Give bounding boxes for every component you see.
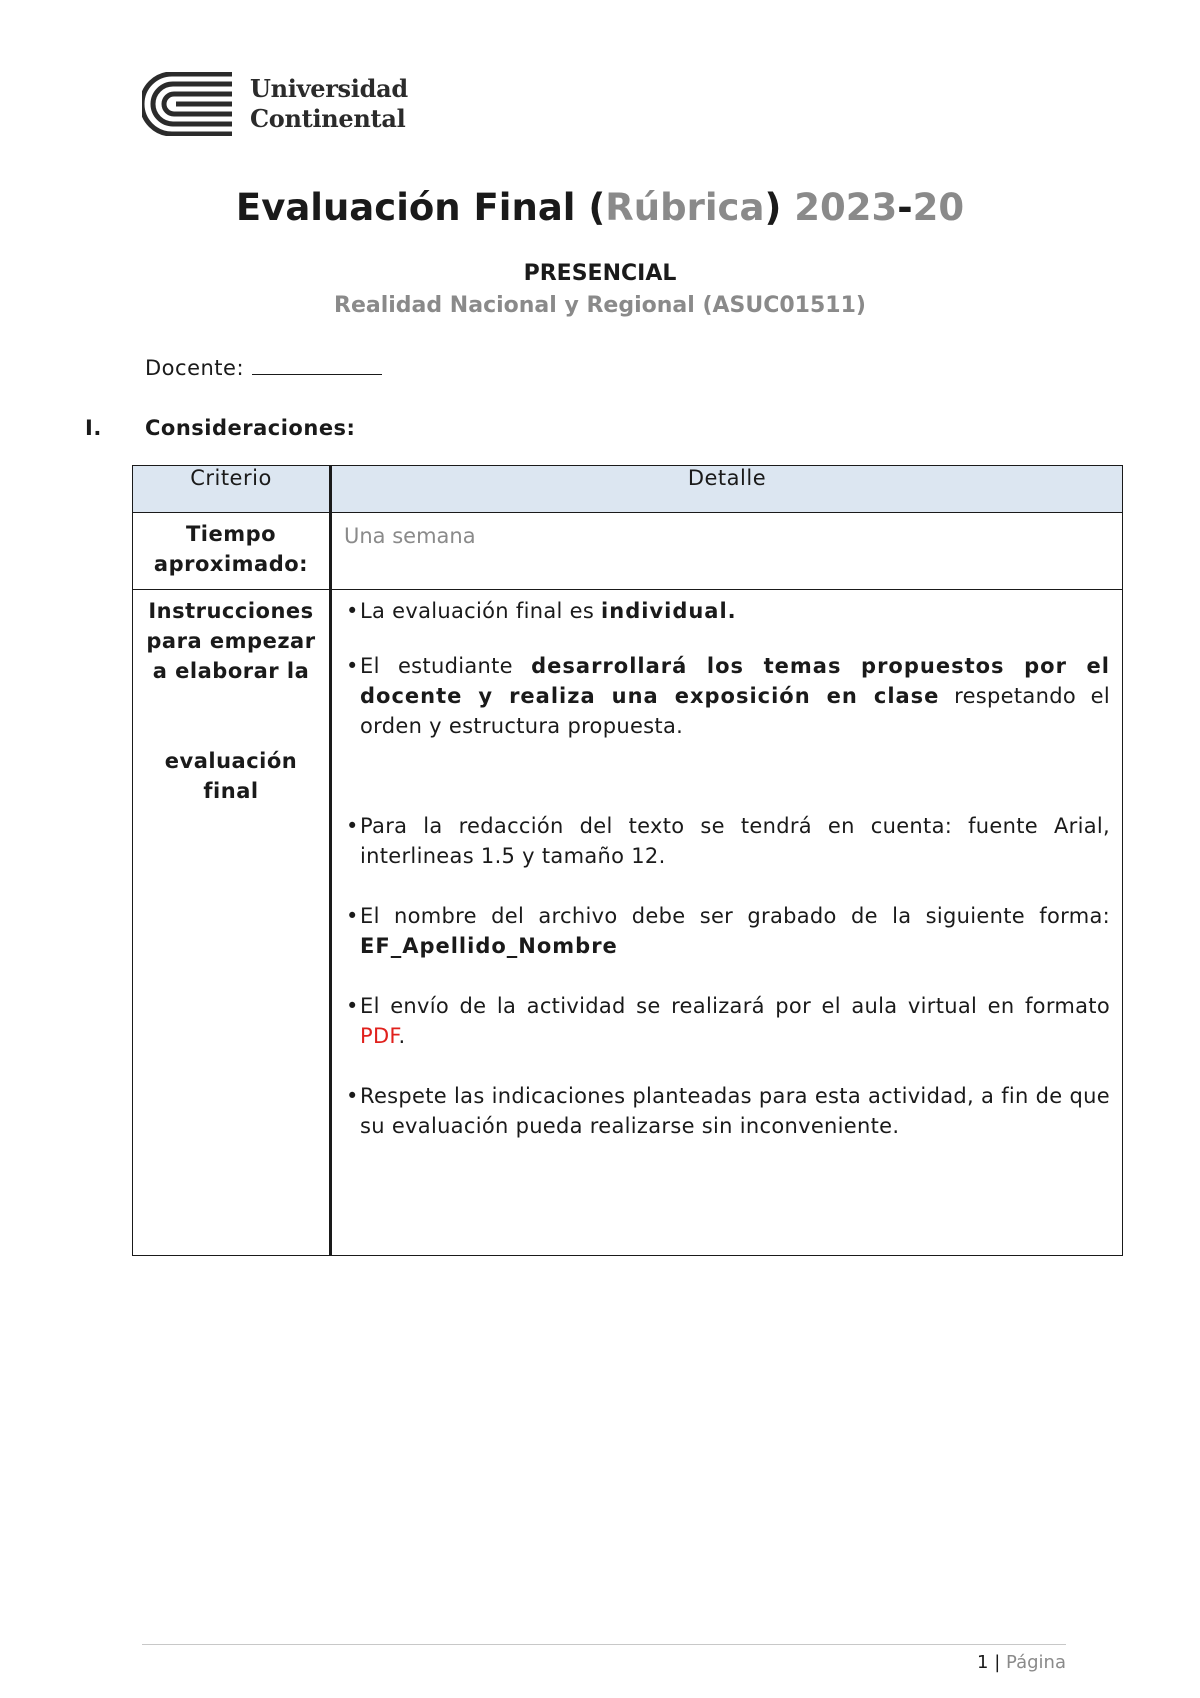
- bullet-text: Respete las indicaciones planteadas para esta actividad, a fin de que su evaluación pueda realizarse sin inconveniente.: [360, 1084, 1110, 1138]
- docente-blank-line: [252, 356, 382, 375]
- list-item: [360, 596, 1110, 626]
- title-part-1: Evaluación Final (: [235, 186, 606, 229]
- criterio-text: [133, 513, 329, 579]
- table-row: [133, 513, 1123, 590]
- criterio-line: final: [203, 779, 259, 803]
- bullet-text: .: [398, 1024, 406, 1048]
- title-part-6: 20: [912, 186, 965, 229]
- university-logo: [142, 68, 408, 140]
- title-part-5: -: [897, 186, 913, 229]
- criterio-text: [133, 590, 329, 806]
- title-part-2: Rúbrica: [605, 186, 765, 229]
- section-title: Consideraciones:: [145, 416, 356, 440]
- title-part-3: ): [764, 186, 795, 229]
- title-part-4: 2023: [794, 186, 898, 229]
- criterio-line: para empezar: [146, 629, 316, 653]
- docente-label: Docente:: [145, 356, 245, 380]
- modality: PRESENCIAL: [523, 261, 677, 286]
- criterio-line: aproximado:: [153, 552, 309, 576]
- bullet-text: Para la redacción del texto se tendrá en cuenta: fuente Arial, interlineas 1.5 y tamaño 12.: [360, 814, 1110, 868]
- bullet-bold-text: individual.: [601, 599, 737, 623]
- bullet-text: respetando el orden y estructura propuesta.: [360, 684, 1110, 738]
- bullet-text: El estudiante: [360, 654, 532, 678]
- list-item: [360, 811, 1110, 871]
- course-name: Realidad Nacional y Regional (ASUC01511): [334, 293, 866, 318]
- page-label: Página: [1006, 1652, 1066, 1673]
- list-item: [360, 651, 1110, 741]
- section-number: I.: [85, 416, 102, 440]
- criterio-line: a elaborar la: [152, 659, 310, 683]
- bullet-text: El nombre del archivo debe ser grabado de la siguiente forma:: [360, 904, 1110, 928]
- list-item: [360, 1081, 1110, 1141]
- logo-text: [250, 74, 408, 134]
- logo-line-2: Continental: [250, 104, 406, 133]
- detalle-cell: [331, 590, 1123, 1256]
- criterio-line: evaluación: [164, 749, 298, 773]
- page-footer: [977, 1652, 1066, 1673]
- footer-separator: |: [994, 1652, 1001, 1673]
- docente-field: [145, 356, 382, 380]
- criterio-line: Tiempo: [185, 522, 277, 546]
- table-row: [133, 590, 1123, 1256]
- document-title: [0, 186, 1200, 229]
- detalle-cell: [331, 513, 1123, 590]
- continental-logo-icon: [142, 72, 234, 136]
- criterio-cell: [133, 513, 331, 590]
- footer-divider: [142, 1644, 1066, 1645]
- rubric-table: [132, 465, 1123, 1256]
- list-item: [360, 991, 1110, 1051]
- bullet-text: El envío de la actividad se realizará por el aula virtual en formato: [360, 994, 1110, 1018]
- logo-line-1: Universidad: [250, 74, 408, 103]
- bullet-text: La evaluación final es: [360, 599, 602, 623]
- header-detalle: Detalle: [331, 466, 1123, 513]
- bullet-red-text: PDF: [360, 1024, 399, 1048]
- page-number: 1: [977, 1652, 989, 1673]
- criterio-line: Instrucciones: [148, 599, 314, 623]
- bullet-bold-text: desarrollará los temas propuestos por el docente y realiza una exposición en clase: [360, 654, 1110, 708]
- tiempo-value: Una semana: [344, 524, 476, 548]
- bullet-bold-text: EF_Apellido_Nombre: [360, 934, 618, 958]
- table-header-row: [133, 466, 1123, 513]
- list-item: [360, 901, 1110, 961]
- header-criterio: Criterio: [133, 466, 331, 513]
- instructions-list: [332, 590, 1122, 1141]
- criterio-cell: [133, 590, 331, 1256]
